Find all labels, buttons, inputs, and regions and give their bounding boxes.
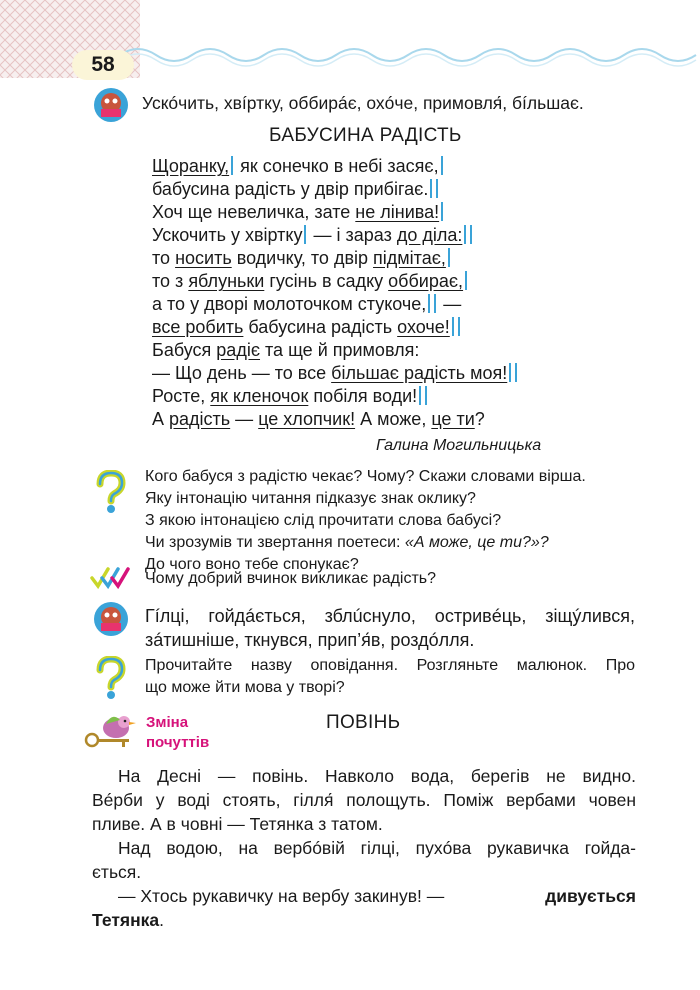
reading-owl-icon-2 (93, 601, 129, 637)
prose-p2-line-2: ється. (92, 862, 142, 882)
prose-p3-line-1: — Хтось рукавичку на вербу закинув! — дивується (118, 886, 636, 906)
wave-decoration (120, 40, 700, 70)
question-2: Яку інтонацію читання підказує знак оклику? (145, 490, 476, 507)
prose-p1-line-3: пливе. А в човні — Тетянка з татом. (92, 814, 383, 834)
poem-line-5: то носить водичку, то двір підмітає, (152, 247, 452, 269)
poem-author: Галина Могильницька (376, 437, 542, 454)
poem-line-9: Бабуся радіє та ще й примовля: (152, 340, 420, 360)
question-mark-icon (92, 470, 128, 514)
checkmarks-icon (90, 566, 132, 590)
section-tag-line-2: почуттів (146, 734, 210, 751)
words-line-2: зáтишніше, ткнувся, прип’я́в, роздóлля. (145, 630, 475, 650)
poem-line-8: все робить бабусина радість охоче! (152, 316, 462, 338)
question-5: До чого воно тебе спонукає? (145, 556, 359, 573)
poem-line-6: то з яблуньки гусінь в садку оббирає, (152, 270, 469, 292)
prose-p1-line-1: На Десні — повінь. Навколо вода, берегів не видно. (118, 766, 636, 786)
prose-p2-line-1: Над водою, на вербóвій гілці, пухóва рукавичка гойда- (118, 838, 636, 858)
poem-line-11: Росте, як кленочок побіля води! (152, 385, 429, 407)
poem-line-7: а то у дворі молоточком стукоче, — (152, 294, 462, 314)
story-title: ПОВІНЬ (326, 712, 401, 733)
prose-p1-line-2: Вéрби у воді стоять, гілля́ полощуть. Поміж вербами човен (92, 790, 636, 810)
page-number: 58 (72, 50, 134, 80)
section-tag-line-1: Зміна (146, 714, 189, 731)
poem-title: БАБУСИНА РАДІСТЬ (269, 125, 462, 146)
poem-line-1: Щоранку, як сонечко в небі засяє, (152, 155, 445, 177)
stress-words: Ускóчить, хвíртку, оббирáє, охóче, примовля́, бíльшає. (142, 93, 584, 113)
task-line-2: що може йти мова у творі? (145, 679, 345, 696)
question-1: Кого бабуся з радістю чекає? Чому? Скажи словами вірша. (145, 468, 586, 485)
words-line-1: Гíлці, гойдáється, зблúснуло, остривéць, зіщýлився, (145, 606, 635, 626)
poem-line-4: Ускочить у хвіртку — і зараз до діла: (152, 224, 474, 246)
reading-owl-icon (93, 87, 129, 123)
question-4: Чи зрозумів ти звертання поетеси: «А може, це ти?»? (145, 534, 549, 551)
poem-line-2: бабусина радість у двір прибігає. (152, 178, 440, 200)
question-3: З якою інтонацією слід прочитати слова бабусі? (145, 512, 502, 529)
task-line-1: Прочитайте назву оповідання. Розгляньте малюнок. Про (145, 657, 635, 674)
poem-line-3: Хоч ще невеличка, зате не лінива! (152, 201, 445, 223)
prose-p3-line-2: Тетянка. (92, 910, 165, 930)
poem-line-10: — Що день — то все більшає радість моя! (152, 362, 519, 384)
question-mark-icon-2 (92, 656, 128, 700)
poem-line-12: А радість — це хлопчик! А може, це ти? (152, 409, 485, 429)
question-6: Чому добрий вчинок викликає радість? (145, 570, 437, 587)
bird-key-icon (82, 710, 142, 750)
